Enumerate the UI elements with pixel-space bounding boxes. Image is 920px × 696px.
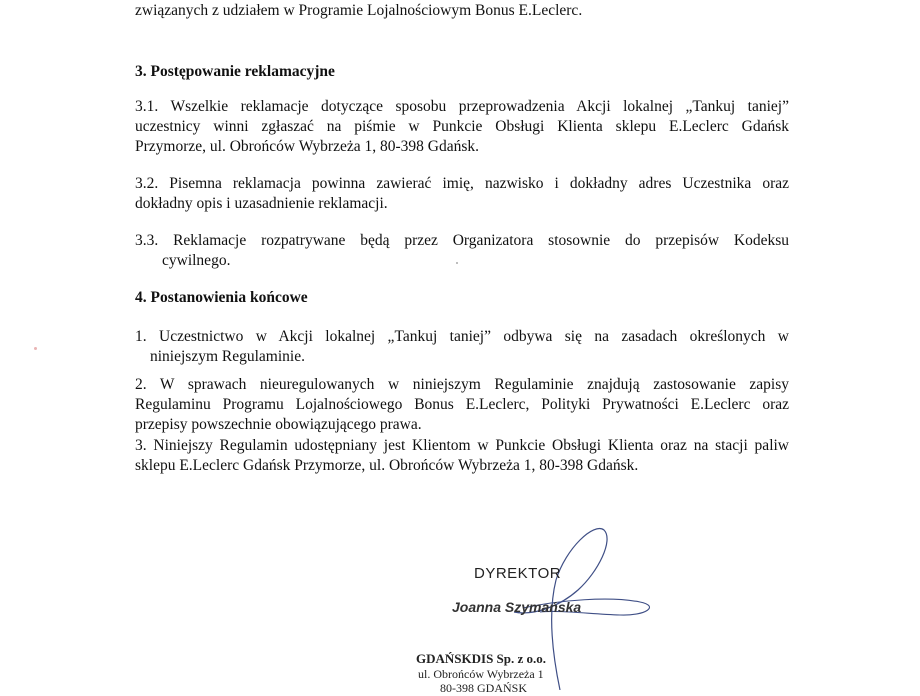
paragraph-line: 1. Uczestnictwo w Akcji lokalnej „Tankuj taniej” odbywa się na zasadach określonych w [135,328,789,345]
paragraph-line: 2. W sprawach nieuregulowanych w niniejszym Regulaminie znajdują zastosowanie zapisy [135,376,789,393]
section-4-heading: 4. Postanowienia końcowe [135,289,308,306]
paragraph-line: Regulaminu Programu Lojalnościowego Bonus E.Leclerc, Polityki Prywatności E.Leclerc oraz [135,396,789,413]
paragraph-line: przepisy powszechnie obowiązującego prawa. [135,416,422,433]
paragraph-line: 3.3. Reklamacje rozpatrywane będą przez Organizatora stosownie do przepisów Kodeksu [135,232,789,249]
paragraph-line: 3.2. Pisemna reklamacja powinna zawierać imię, nazwisko i dokładny adres Uczestnika oraz [135,175,789,192]
scan-mark [456,262,458,264]
paragraph-line: uczestnicy winni zgłaszać na piśmie w Punkcie Obsługi Klienta sklepu E.Leclerc Gdańsk [135,118,789,135]
company-stamp-city: 80-398 GDAŃSK [440,681,527,695]
paragraph-line: związanych z udziałem w Programie Lojalnościowym Bonus E.Leclerc. [135,2,583,19]
signature-name: Joanna Szymańska [452,599,582,615]
paragraph-line: 3.1. Wszelkie reklamacje dotyczące sposobu przeprowadzenia Akcji lokalnej „Tankuj taniej” [135,98,789,115]
company-stamp-name: GDAŃSKDIS Sp. z o.o. [416,651,547,666]
paragraph-line: Przymorze, ul. Obrońców Wybrzeża 1, 80-398 Gdańsk. [135,138,479,155]
signature-title: DYREKTOR [474,565,562,582]
scan-mark [34,347,37,350]
paragraph-line: dokładny opis i uzasadnienie reklamacji. [135,195,388,212]
paragraph-line: niniejszym Regulaminie. [150,348,305,365]
paragraph-line: 3. Niniejszy Regulamin udostępniany jest Klientom w Punkcie Obsługi Klienta oraz na stacji paliw [135,437,789,454]
section-3-heading: 3. Postępowanie reklamacyjne [135,63,335,80]
company-stamp-address: ul. Obrońców Wybrzeża 1 [418,667,544,681]
paragraph-line: sklepu E.Leclerc Gdańsk Przymorze, ul. Obrońców Wybrzeża 1, 80-398 Gdańsk. [135,457,639,474]
paragraph-line: cywilnego. [162,252,231,269]
